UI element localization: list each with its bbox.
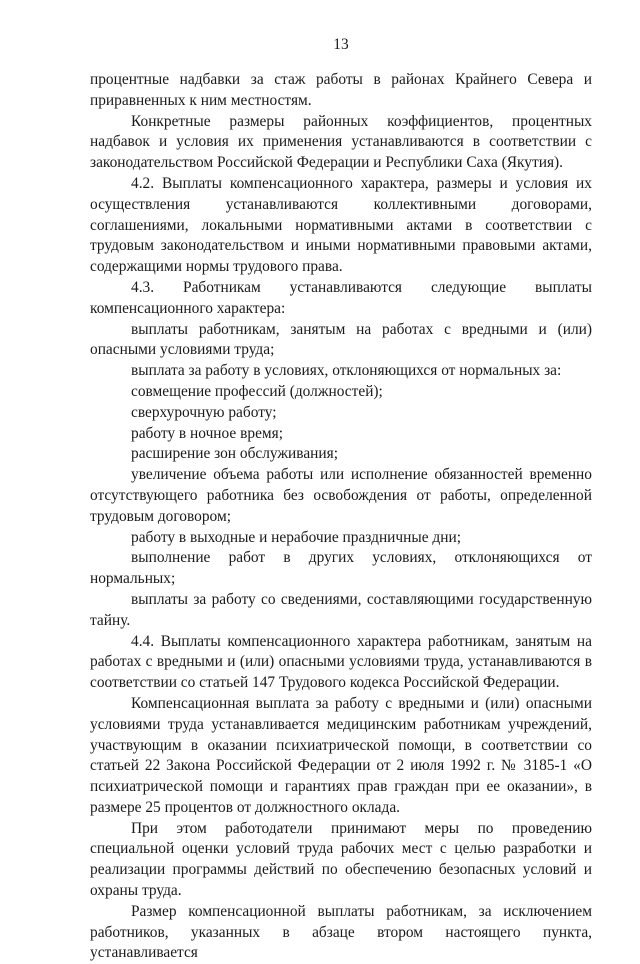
page-number: 13 [333, 36, 349, 53]
paragraph: работу в выходные и нерабочие праздничные дни; [131, 528, 461, 546]
paragraph: расширение зон обслуживания; [131, 445, 339, 463]
paragraph: Конкретные размеры районных коэффициентов, процентных надбавок и условия их применения устанавливаются в соответствии с законодательством Российской Федерации и Республики Саха (Якутия). [90, 112, 592, 172]
paragraph: 4.2. Выплаты компенсационного характера, размеры и условия их осуществления устанавливаются коллективными договорами, соглашениями, локальными нормативными актами в соответствии с трудовым законодательством и иными нормативными правовыми актами, содержащими нормы трудового права. [90, 174, 592, 276]
paragraph: Компенсационная выплата за работу с вредными и (или) опасными условиями труда устанавливается медицинским работникам учреждений, участвующим в оказании психиатрической помощи, в соответствии со статьей 22 Закона Российской Федерации от 2 июля 1992 г. № 3185-1 «О психиатрической помощи и гарантиях прав граждан при ее оказании», в размере 25 процентов от должностного оклада. [90, 694, 592, 816]
paragraph: Размер компенсационной выплаты работникам, за исключением работников, указанных в абзаце втором настоящего пункта, устанавливается [90, 902, 592, 962]
paragraph: 4.3. Работникам устанавливаются следующие выплаты компенсационного характера: [90, 278, 592, 317]
paragraph: увеличение объема работы или исполнение обязанностей временно отсутствующего работника без освобождения от работы, определенной трудовым договором; [90, 466, 592, 525]
document-body [90, 70, 592, 964]
paragraph: 4.4. Выплаты компенсационного характера работникам, занятым на работах с вредными и (или) опасными условиями труда, устанавливаются в соответствии со статьей 147 Трудового кодекса Российской Федерации. [90, 632, 592, 692]
paragraph: выплаты работникам, занятым на работах с вредными и (или) опасными условиями труда; [90, 320, 592, 359]
paragraph: работу в ночное время; [131, 424, 283, 442]
paragraph: выплата за работу в условиях, отклоняющихся от нормальных за: [131, 362, 562, 380]
paragraph: При этом работодатели принимают меры по проведению специальной оценки условий труда рабочих мест с целью разработки и реализации программы действий по обеспечению безопасных условий и охраны труда. [90, 819, 592, 900]
paragraph: совмещение профессий (должностей); [131, 382, 383, 400]
paragraph: сверхурочную работу; [131, 403, 277, 421]
paragraph: выполнение работ в других условиях, отклоняющихся от нормальных; [90, 549, 592, 588]
paragraph: выплаты за работу со сведениями, составляющими государственную тайну. [90, 590, 592, 629]
paragraph: процентные надбавки за стаж работы в районах Крайнего Севера и приравненных к ним местностям. [90, 71, 592, 109]
